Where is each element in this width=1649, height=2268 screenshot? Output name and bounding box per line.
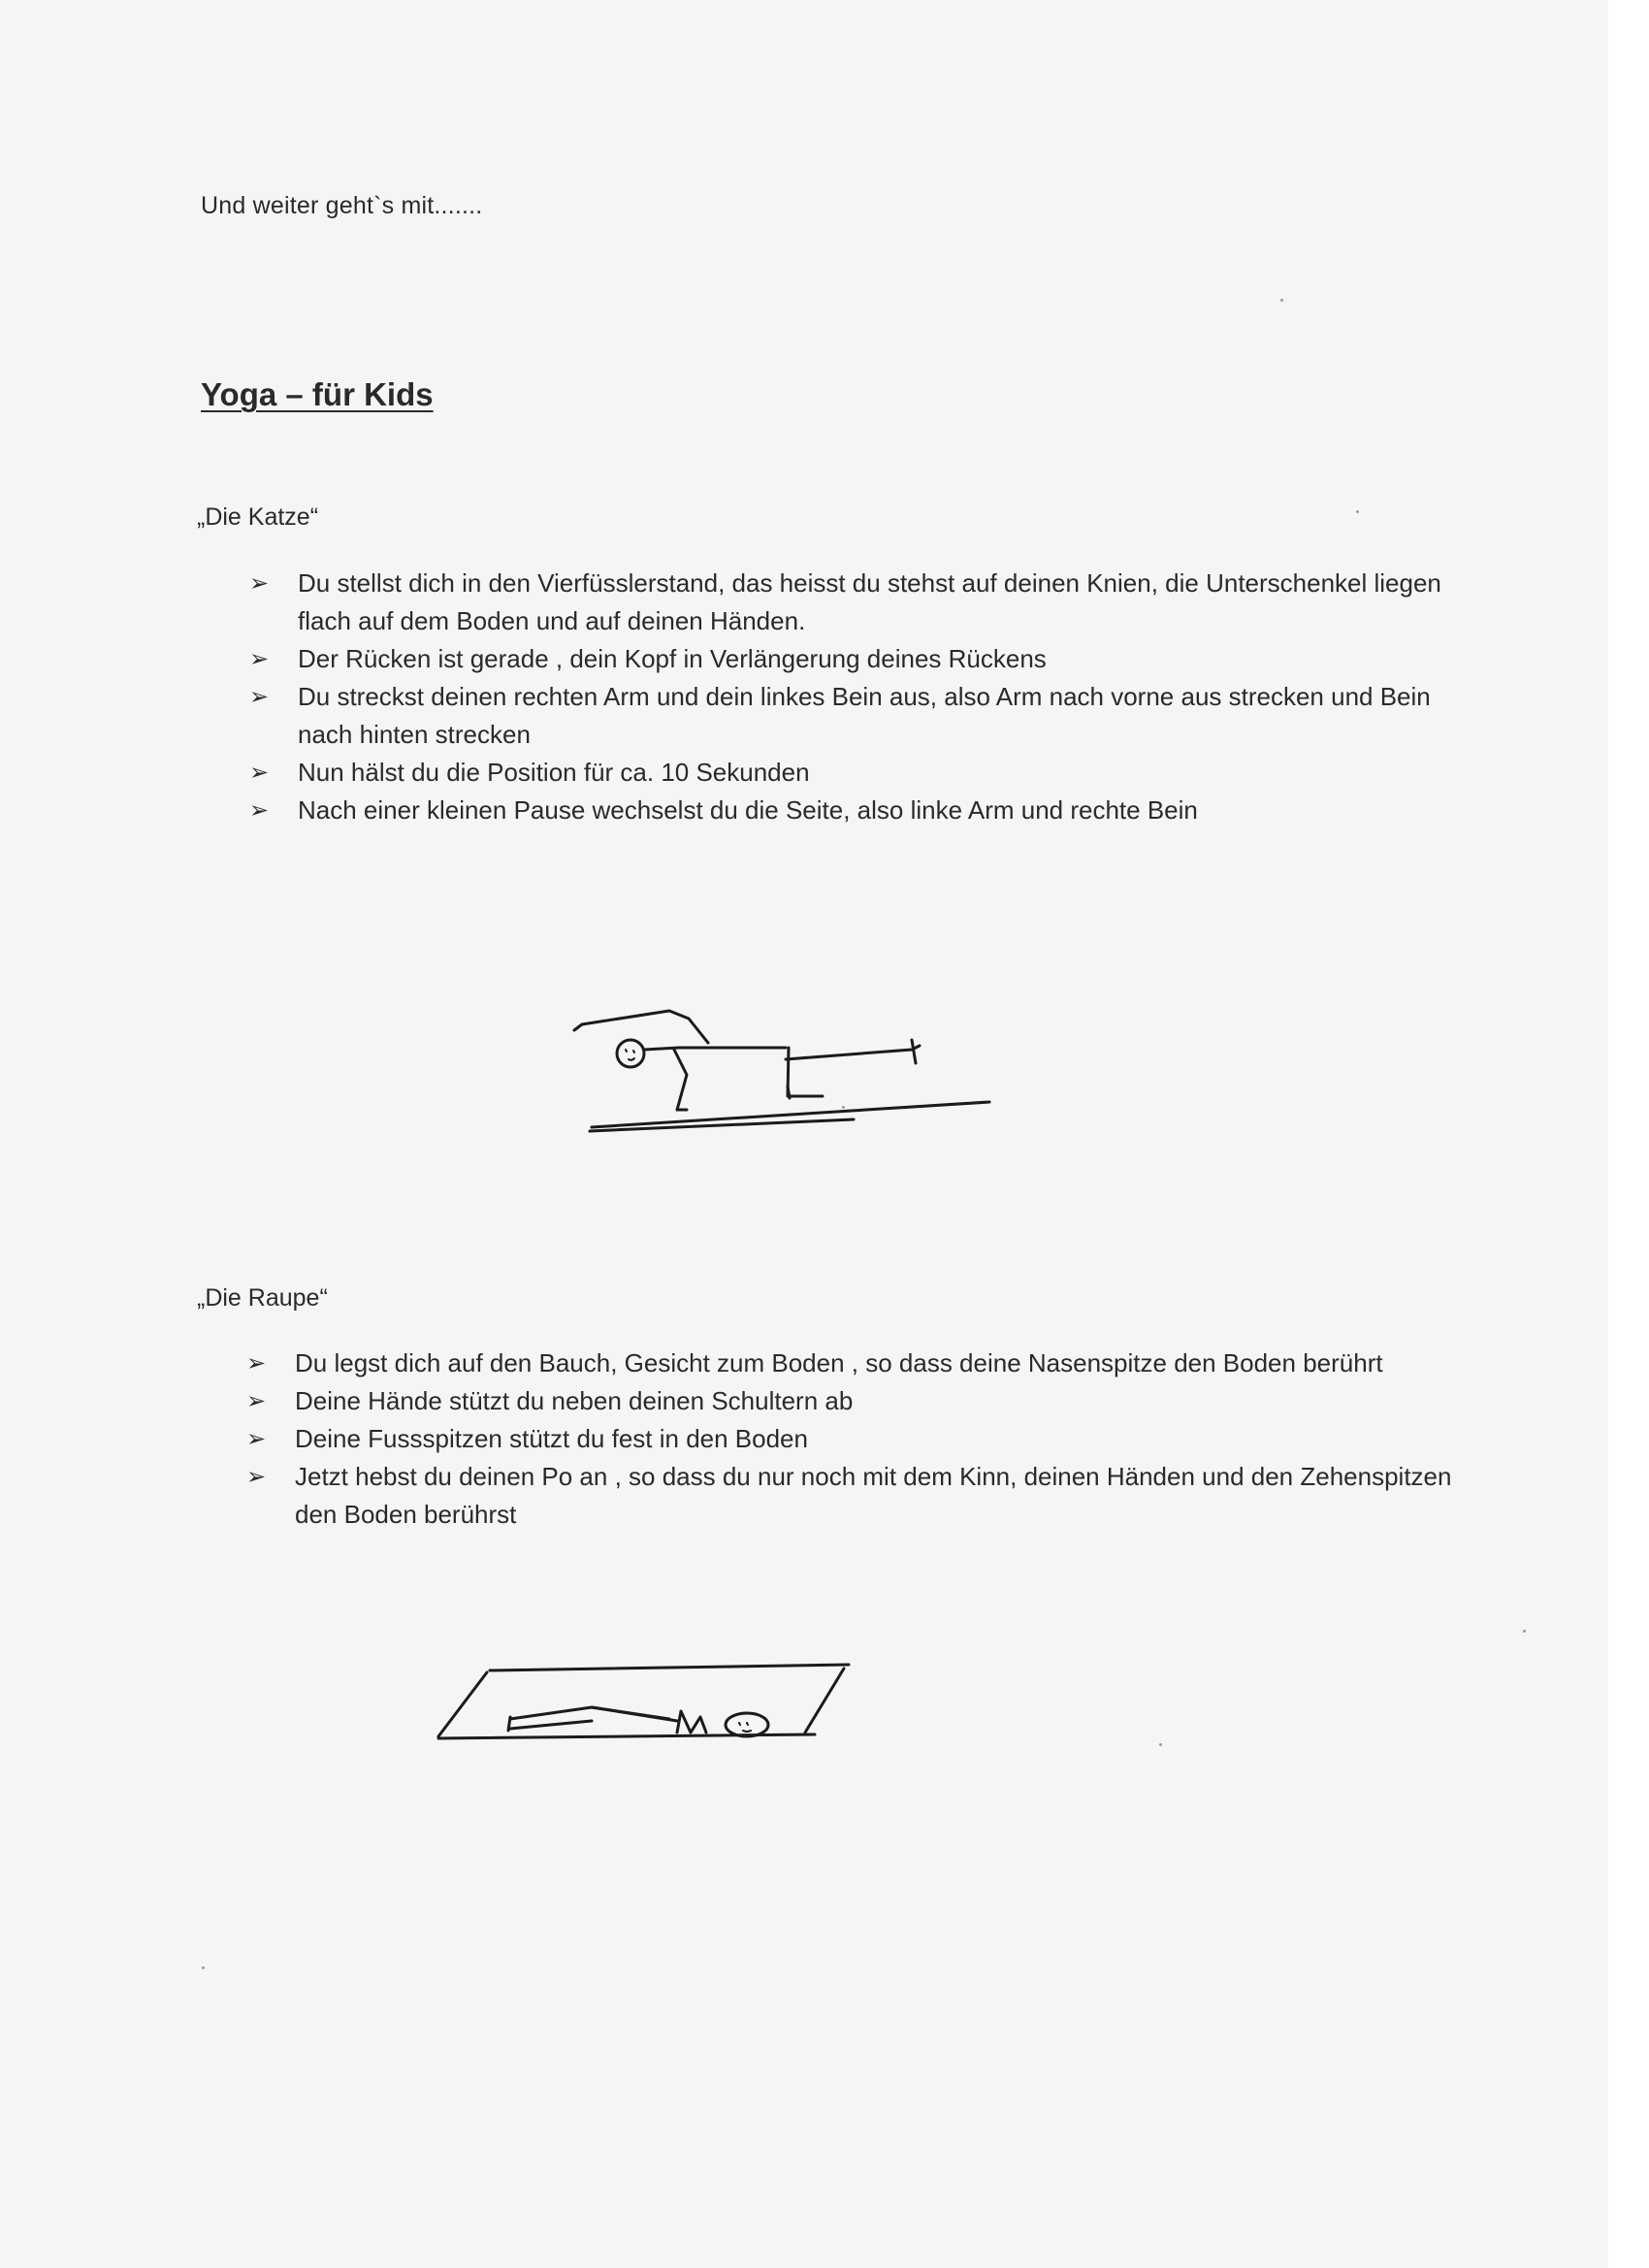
caterpillar-pose-drawing: [427, 1649, 854, 1746]
cat-pose-drawing: [563, 989, 1009, 1145]
arrowhead-bullet-icon: ➢: [249, 797, 270, 824]
arrowhead-bullet-icon: ➢: [249, 760, 270, 786]
arrowhead-bullet-icon: ➢: [246, 1464, 267, 1490]
arrowhead-bullet-icon: ➢: [246, 1350, 267, 1377]
list-item: ➢ Du legst dich auf den Bauch, Gesicht zum Boden , so dass deine Nasenspitze den Boden berührt: [246, 1345, 1478, 1382]
scan-speck: [1280, 299, 1283, 302]
arrowhead-bullet-icon: ➢: [246, 1388, 267, 1414]
raupe-bullet-list: [246, 1345, 1478, 1534]
intro-line: Und weiter geht`s mit.......: [201, 192, 483, 219]
scan-speck: [1159, 1743, 1162, 1746]
list-item: ➢ Deine Fussspitzen stützt du fest in den Boden: [246, 1420, 1478, 1458]
list-item: ➢ Du stellst dich in den Vierfüsslerstand, das heisst du stehst auf deinen Knien, die Unterschenkel liegen flach auf dem Boden und auf deinen Händen.: [249, 565, 1481, 640]
list-item: ➢ Du streckst deinen rechten Arm und dein linkes Bein aus, also Arm nach vorne aus strecken und Bein nach hinten strecken: [249, 678, 1481, 754]
list-item: ➢ Jetzt hebst du deinen Po an , so dass du nur noch mit dem Kinn, deinen Händen und den Zehenspitzen den Boden berührst: [246, 1458, 1478, 1534]
arrowhead-bullet-icon: ➢: [249, 570, 270, 597]
arrowhead-bullet-icon: ➢: [249, 646, 270, 672]
scan-speck: [202, 1966, 205, 1969]
list-item: ➢ Nun hälst du die Position für ca. 10 Sekunden: [249, 754, 1481, 792]
scan-speck: [1523, 1630, 1526, 1633]
katze-bullet-list: [249, 565, 1481, 829]
list-item: ➢ Nach einer kleinen Pause wechselst du die Seite, also linke Arm und rechte Bein: [249, 792, 1481, 829]
scan-speck: [842, 1106, 845, 1109]
scan-speck: [1356, 510, 1359, 513]
page-title: Yoga – für Kids: [201, 376, 434, 412]
section-heading-katze: „Die Katze“: [197, 503, 319, 531]
section-heading-raupe: „Die Raupe“: [197, 1284, 328, 1312]
list-item: ➢ Deine Hände stützt du neben deinen Schultern ab: [246, 1382, 1478, 1420]
arrowhead-bullet-icon: ➢: [249, 684, 270, 710]
list-item: ➢ Der Rücken ist gerade , dein Kopf in Verlängerung deines Rückens: [249, 640, 1481, 678]
arrowhead-bullet-icon: ➢: [246, 1426, 267, 1452]
scan-margin: [1608, 0, 1649, 2268]
